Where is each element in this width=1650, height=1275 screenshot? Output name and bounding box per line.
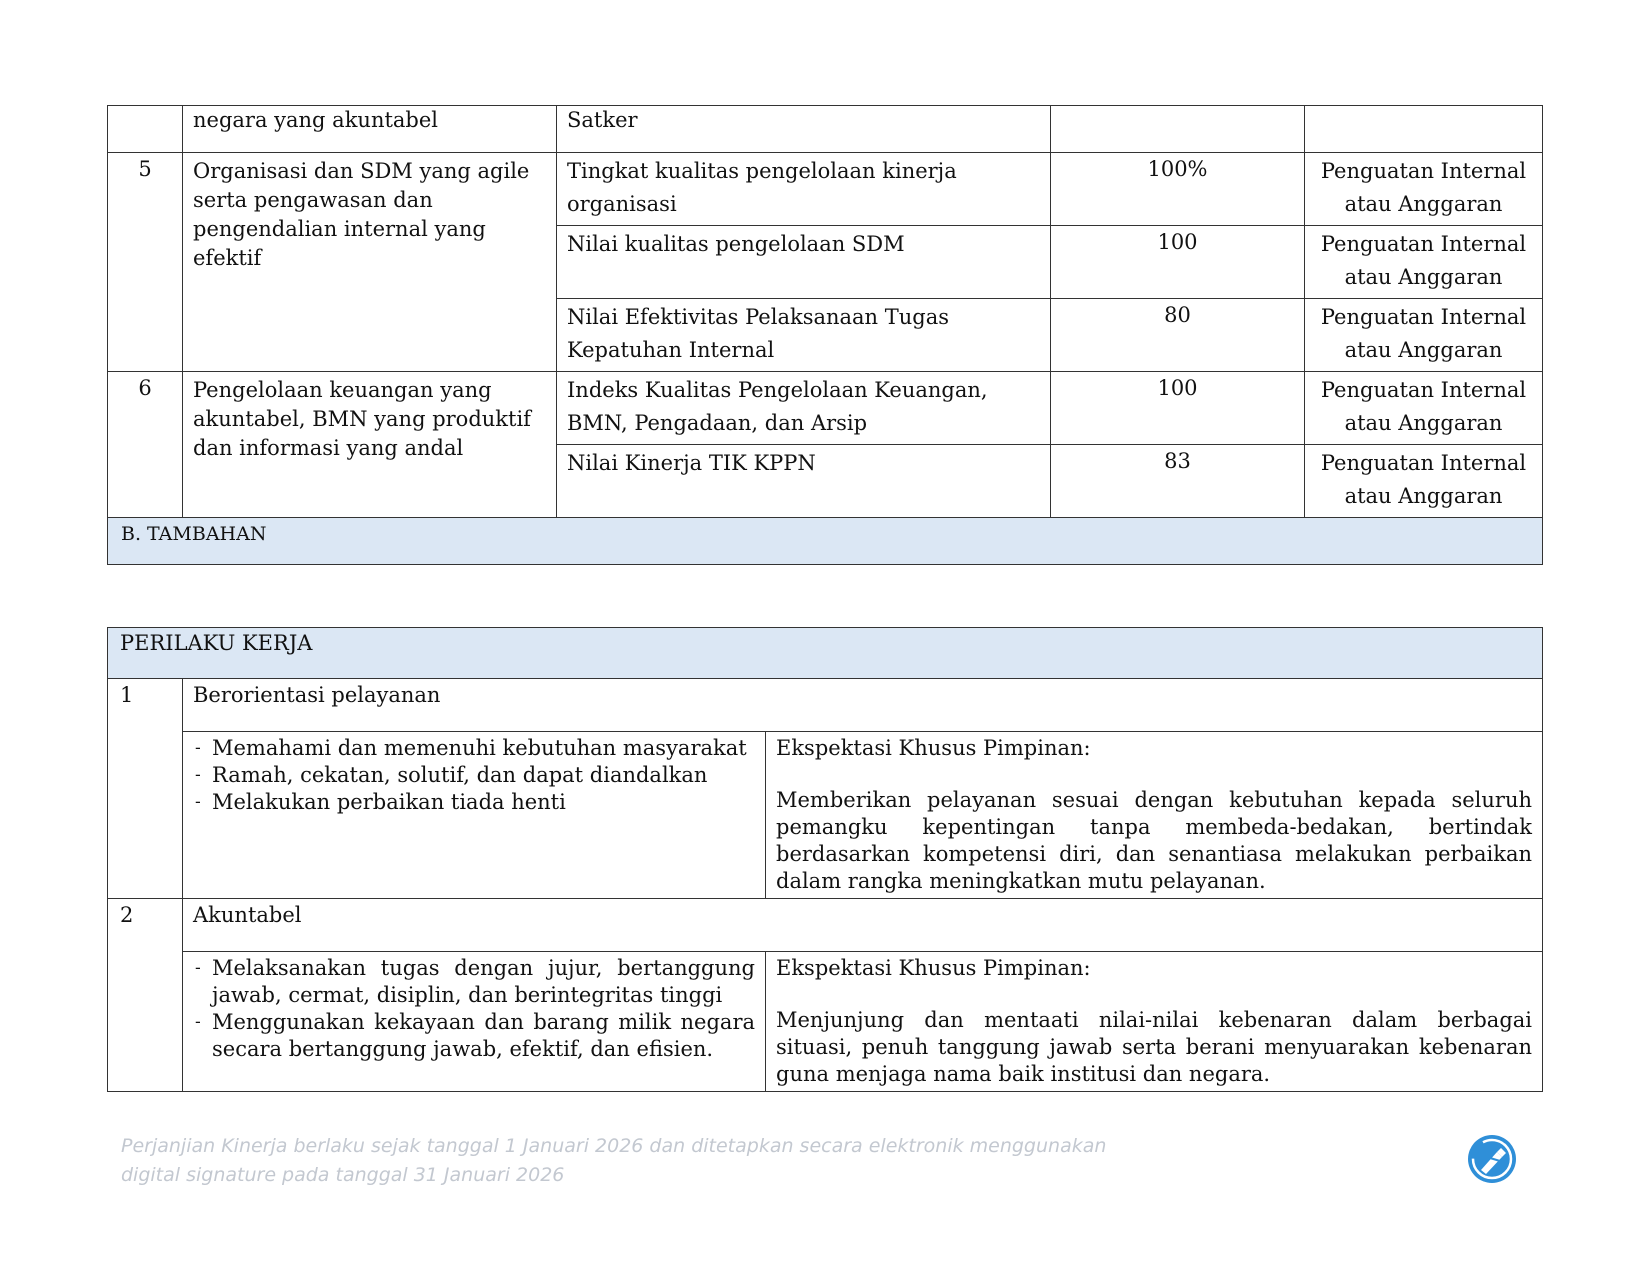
list-item: - Melakukan perbaikan tiada henti xyxy=(193,789,755,816)
footer-line-2: digital signature pada tanggal 31 Januari 2026 xyxy=(121,1164,565,1186)
footer-note xyxy=(121,1132,1121,1190)
target-cell: 100% xyxy=(1051,153,1305,226)
sasaran-cell: negara yang akuntabel xyxy=(183,106,557,153)
expectation-label: Ekspektasi Khusus Pimpinan: xyxy=(776,736,1091,760)
item-title: Akuntabel xyxy=(183,899,1543,952)
keterangan-cell: Penguatan Internal atau Anggaran xyxy=(1305,153,1543,226)
footer-line-1: Perjanjian Kinerja berlaku sejak tanggal 1 Januari 2026 dan ditetapkan secara elektronik menggunakan xyxy=(121,1135,1107,1157)
perilaku-header: PERILAKU KERJA xyxy=(108,628,1543,679)
table-row xyxy=(108,899,1543,952)
keterangan-cell: Penguatan Internal atau Anggaran xyxy=(1305,226,1543,299)
expectation-cell xyxy=(766,732,1543,899)
row-number: 5 xyxy=(108,153,183,372)
item-title: Berorientasi pelayanan xyxy=(183,679,1543,732)
perilaku-table xyxy=(107,627,1543,1092)
expectation-cell xyxy=(766,952,1543,1092)
section-b-label: B. TAMBAHAN xyxy=(108,518,1543,565)
perilaku-header-row xyxy=(108,628,1543,679)
keterangan-cell: Penguatan Internal atau Anggaran xyxy=(1305,445,1543,518)
target-cell xyxy=(1051,106,1305,153)
item-number: 1 xyxy=(108,679,183,899)
list-item: - Memahami dan memenuhi kebutuhan masyarakat xyxy=(193,735,755,762)
table-row xyxy=(108,732,1543,899)
points-list xyxy=(193,955,755,1063)
indikator-cell: Nilai Efektivitas Pelaksanaan Tugas Kepatuhan Internal xyxy=(557,299,1051,372)
table-row xyxy=(108,106,1543,153)
target-cell: 100 xyxy=(1051,226,1305,299)
table-row xyxy=(108,679,1543,732)
points-cell xyxy=(183,732,766,899)
item-number: 2 xyxy=(108,899,183,1092)
table-row xyxy=(108,153,1543,226)
target-cell: 83 xyxy=(1051,445,1305,518)
sasaran-cell: Pengelolaan keuangan yang akuntabel, BMN yang produktif dan informasi yang andal xyxy=(183,372,557,518)
row-number xyxy=(108,106,183,153)
expectation-text: Memberikan pelayanan sesuai dengan kebutuhan kepada seluruh pemangku kepentingan tanpa membeda-bedakan, bertindak berdasarkan kompetensi diri, dan senantiasa melakukan perbaikan dalam rangka meningkatkan mutu pelayanan. xyxy=(776,788,1532,893)
keterangan-cell: Penguatan Internal atau Anggaran xyxy=(1305,299,1543,372)
target-cell: 80 xyxy=(1051,299,1305,372)
points-cell xyxy=(183,952,766,1092)
target-cell: 100 xyxy=(1051,372,1305,445)
expectation-label: Ekspektasi Khusus Pimpinan: xyxy=(776,956,1091,980)
indikator-cell: Tingkat kualitas pengelolaan kinerja organisasi xyxy=(557,153,1051,226)
expectation-text: Menjunjung dan mentaati nilai-nilai kebenaran dalam berbagai situasi, penuh tanggung jawab serta berani menyuarakan kebenaran guna menjaga nama baik institusi dan negara. xyxy=(776,1008,1532,1086)
indikator-cell: Nilai Kinerja TIK KPPN xyxy=(557,445,1051,518)
kinerja-table xyxy=(107,105,1543,565)
indikator-cell: Nilai kualitas pengelolaan SDM xyxy=(557,226,1051,299)
row-number: 6 xyxy=(108,372,183,518)
list-item: - Menggunakan kekayaan dan barang milik negara secara bertanggung jawab, efektif, dan efisien. xyxy=(193,1009,755,1063)
keterangan-cell: Penguatan Internal atau Anggaran xyxy=(1305,372,1543,445)
keterangan-cell xyxy=(1305,106,1543,153)
indikator-cell: Indeks Kualitas Pengelolaan Keuangan, BMN, Pengadaan, dan Arsip xyxy=(557,372,1051,445)
section-row xyxy=(108,518,1543,565)
list-item: - Melaksanakan tugas dengan jujur, bertanggung jawab, cermat, disiplin, dan berintegritas tinggi xyxy=(193,955,755,1009)
table-row xyxy=(108,952,1543,1092)
list-item: - Ramah, cekatan, solutif, dan dapat diandalkan xyxy=(193,762,755,789)
table-row xyxy=(108,372,1543,445)
points-list xyxy=(193,735,755,816)
indikator-cell: Satker xyxy=(557,106,1051,153)
sasaran-cell: Organisasi dan SDM yang agile serta pengawasan dan pengendalian internal yang efektif xyxy=(183,153,557,372)
digital-signature-icon xyxy=(1467,1134,1517,1184)
